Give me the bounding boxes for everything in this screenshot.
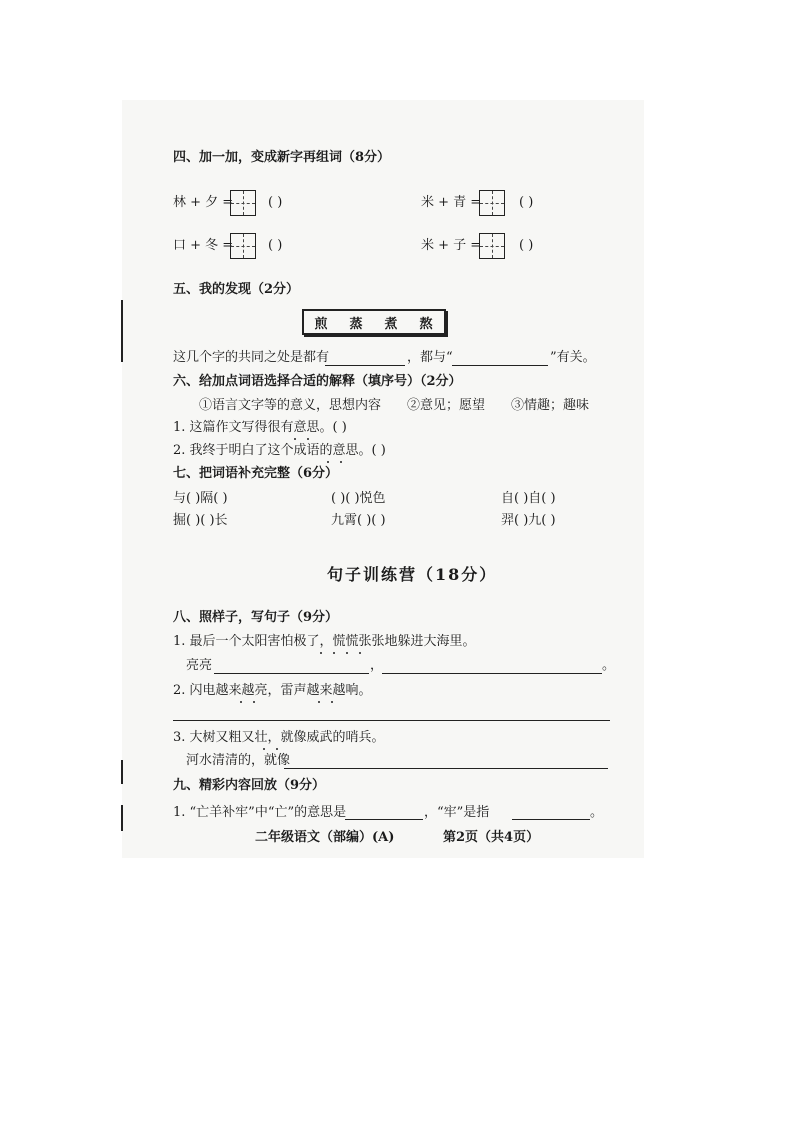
emphasis-dot (346, 652, 348, 654)
formula-3: 口 + 冬 = (173, 238, 234, 253)
char-1: 煎 (314, 316, 329, 332)
idiom-4[interactable]: 掘( )( )长 (173, 513, 228, 528)
idiom-1[interactable]: 与( )隔( ) (173, 491, 228, 506)
emphasis-dot (263, 748, 265, 750)
answer-paren-3[interactable]: ( ) (268, 238, 283, 253)
emphasis-dot (331, 701, 333, 703)
discovery-sentence-b: ，都与“ (407, 350, 453, 365)
emphasis-dot (359, 652, 361, 654)
example-sentence-3: 3. 大树又粗又壮，就像威武的哨兵。 (173, 730, 385, 745)
answer-paren-1[interactable]: ( ) (268, 195, 283, 210)
period: 。 (590, 805, 604, 820)
formula-4: 米 + 子 = (421, 238, 482, 253)
answer-line-8-1a[interactable] (214, 673, 369, 674)
char-4: 熬 (419, 316, 434, 332)
section-7-heading: 七、把词语补充完整（6分） (173, 466, 339, 481)
binding-mark (121, 805, 123, 831)
answer-line-9-1a[interactable] (345, 819, 423, 820)
question-6-2: 2. 我终于明白了这个成语的意思。( ) (173, 443, 386, 458)
idiom-6[interactable]: 羿( )九( ) (501, 513, 556, 528)
idiom-5[interactable]: 九霄( )( ) (331, 513, 386, 528)
section-6-heading: 六、给加点词语选择合适的解释（填序号）（2分） (173, 374, 462, 389)
section-5-heading: 五、我的发现（2分） (173, 282, 300, 297)
answer-line-8-3[interactable] (284, 768, 608, 769)
footer-subject: 二年级语文（部编）(A) (255, 830, 395, 845)
answer-line-9-1b[interactable] (512, 819, 590, 820)
answer-paren-2[interactable]: ( ) (519, 195, 534, 210)
formula-2: 米 + 青 = (421, 195, 482, 210)
char-grid-box-3[interactable] (230, 233, 256, 259)
question-6-1: 1. 这篇作文写得很有意思。( ) (173, 420, 347, 435)
section-title-sentences: 句子训练营（18分） (327, 565, 498, 584)
emphasis-dot (320, 652, 322, 654)
answer-line-8-2[interactable] (173, 720, 610, 721)
answer-line-5b[interactable] (452, 365, 548, 366)
emphasis-dot (294, 438, 296, 440)
discovery-sentence-c: ”有关。 (550, 350, 596, 365)
character-box (302, 309, 446, 335)
question-9-1b: ，“牢”是指 (424, 805, 490, 820)
char-2: 蒸 (349, 316, 364, 332)
discovery-sentence-a: 这几个字的共同之处是都有 (173, 350, 330, 365)
section-8-heading: 八、照样子，写句子（9分） (173, 610, 339, 625)
binding-mark (121, 760, 123, 784)
answer-line-8-1b[interactable] (382, 673, 602, 674)
answer-prefix-8-3: 河水清清的，就像 (186, 753, 291, 768)
emphasis-dot (333, 652, 335, 654)
answer-prefix-8-1: 亮亮 (186, 658, 213, 673)
emphasis-dot (253, 701, 255, 703)
binding-mark (121, 300, 123, 362)
idiom-3[interactable]: 自( )自( ) (501, 491, 556, 506)
meaning-options: ①语言文字等的意义，思想内容 ②意见；愿望 ③情趣；趣味 (199, 398, 590, 413)
period: 。 (602, 658, 616, 673)
example-sentence-1: 1. 最后一个太阳害怕极了，慌慌张张地躲进大海里。 (173, 634, 476, 649)
emphasis-dot (340, 461, 342, 463)
char-grid-box-2[interactable] (479, 190, 505, 216)
emphasis-dot (307, 438, 309, 440)
idiom-2[interactable]: ( )( )悦色 (331, 491, 386, 506)
answer-line-5a[interactable] (325, 365, 405, 366)
emphasis-dot (240, 701, 242, 703)
footer-page-number: 第2页（共4页） (443, 830, 540, 845)
emphasis-dot (318, 701, 320, 703)
emphasis-dot (276, 748, 278, 750)
section-4-heading: 四、加一加，变成新字再组词（8分） (173, 150, 391, 165)
example-sentence-2: 2. 闪电越来越亮，雷声越来越响。 (173, 683, 372, 698)
section-9-heading: 九、精彩内容回放（9分） (173, 778, 326, 793)
comma: ， (370, 658, 384, 673)
char-3: 煮 (384, 316, 399, 332)
question-9-1a: 1. “亡羊补牢”中“亡”的意思是 (173, 805, 347, 820)
formula-1: 林 + 夕 = (173, 195, 234, 210)
char-grid-box-4[interactable] (479, 233, 505, 259)
answer-paren-4[interactable]: ( ) (519, 238, 534, 253)
emphasis-dot (327, 461, 329, 463)
char-grid-box-1[interactable] (230, 190, 256, 216)
